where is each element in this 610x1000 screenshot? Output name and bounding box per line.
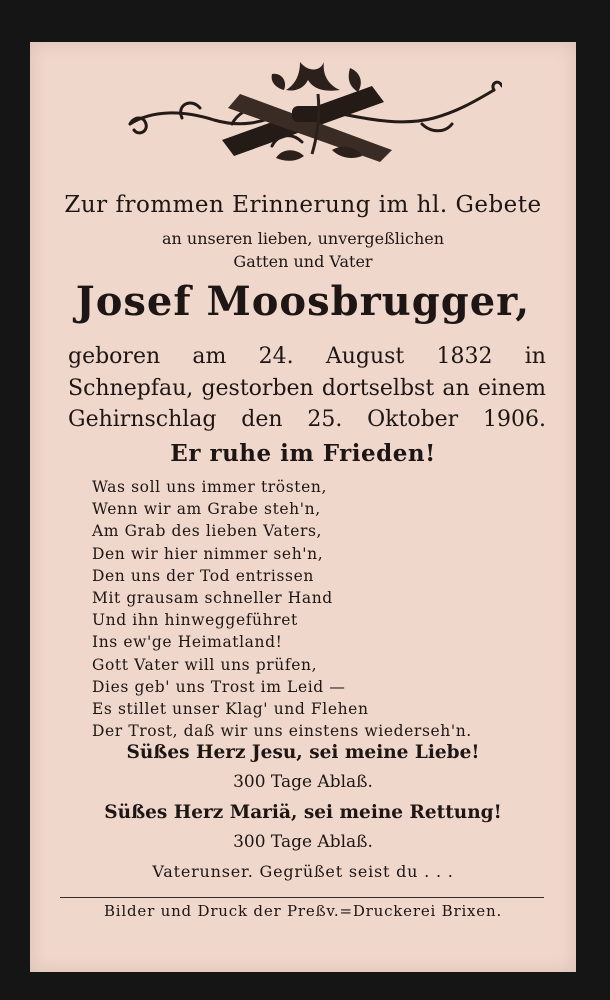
poem-line: Wenn wir am Grabe steh'n, bbox=[92, 500, 321, 519]
rest-in-peace-line: Er ruhe im Frieden! bbox=[170, 440, 436, 467]
poem-line: Und ihn hinweggeführet bbox=[92, 611, 298, 630]
bio-word: gestorben bbox=[201, 376, 314, 401]
bio-word: dortselbst bbox=[321, 376, 435, 401]
intro-line: Zur frommen Erinnerung im hl. Gebete bbox=[64, 192, 542, 218]
bio-word: 1832 bbox=[436, 344, 493, 369]
poem-line: Es stillet unser Klag' und Flehen bbox=[92, 700, 369, 719]
bio-word: geboren bbox=[68, 344, 161, 369]
prayer-sacred-heart-jesus: Süßes Herz Jesu, sei meine Liebe! bbox=[126, 742, 480, 763]
bio-word: Oktober bbox=[367, 407, 459, 432]
bio-word: Gehirnschlag bbox=[68, 407, 217, 432]
memorial-poem bbox=[92, 476, 472, 742]
poem-line: Den wir hier nimmer seh'n, bbox=[92, 544, 324, 563]
bio-word: am bbox=[192, 344, 227, 369]
relation-line: Gatten und Vater bbox=[233, 252, 373, 271]
bio-word: 24. bbox=[258, 344, 294, 369]
poem-line: Ins ew'ge Heimatland! bbox=[92, 633, 283, 652]
poem-line: Am Grab des lieben Vaters, bbox=[92, 522, 323, 541]
printer-imprint: Bilder und Druck der Preßv.=Druckerei Brixen. bbox=[103, 902, 503, 920]
dedication-line: an unseren lieben, unvergeßlichen bbox=[161, 229, 445, 248]
prayer-sacred-heart-mary: Süßes Herz Mariä, sei meine Rettung! bbox=[104, 802, 502, 823]
poem-line: Der Trost, daß wir uns einstens wiederseh'n. bbox=[92, 722, 472, 741]
poem-line: Gott Vater will uns prüfen, bbox=[92, 655, 318, 674]
bio-word: in bbox=[524, 344, 546, 369]
poem-line: Mit grausam schneller Hand bbox=[92, 589, 333, 608]
bio-word: einem bbox=[477, 376, 546, 401]
bio-word: 25. bbox=[307, 407, 343, 432]
memorial-card bbox=[30, 42, 576, 972]
bio-line-3 bbox=[68, 407, 546, 432]
poem-line: Was soll uns immer trösten, bbox=[92, 478, 327, 496]
bio-line-1 bbox=[68, 344, 546, 369]
bio-word: Schnepfau, bbox=[68, 376, 194, 401]
bio-word: den bbox=[241, 407, 283, 432]
divider bbox=[60, 897, 544, 898]
bio-word: August bbox=[325, 344, 405, 369]
indulgence-note-2: 300 Tage Ablaß. bbox=[233, 832, 373, 852]
poem-line: Den uns der Tod entrissen bbox=[92, 566, 314, 585]
cross-with-lilies-ornament bbox=[122, 54, 502, 172]
bio-line-2 bbox=[68, 376, 546, 401]
deceased-name: Josef Moosbrugger, bbox=[75, 278, 531, 325]
closing-prayers: Vaterunser. Gegrüßet seist du . . . bbox=[152, 862, 454, 881]
poem-line: Dies geb' uns Trost im Leid — bbox=[92, 677, 346, 696]
indulgence-note-1: 300 Tage Ablaß. bbox=[233, 772, 373, 792]
bio-word: 1906. bbox=[482, 407, 546, 432]
bio-word: an bbox=[442, 376, 470, 401]
